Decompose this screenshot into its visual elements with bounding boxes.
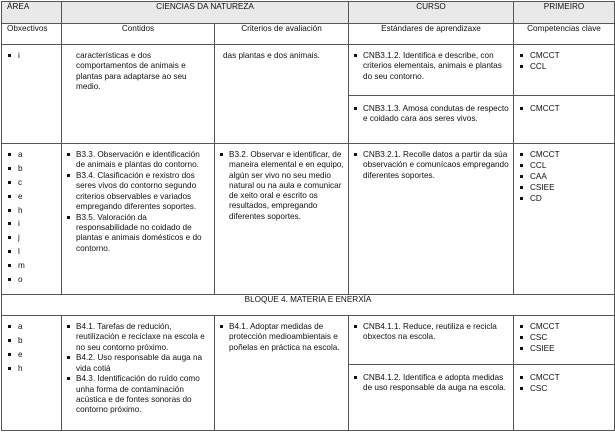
- course-value: PRIMEIRO: [514, 2, 615, 24]
- content-text: características e dos comportamentos de animais e plantas para adaptarse ao seu medio.: [76, 51, 187, 91]
- criteria-item: B3.2. Observar e identificar, de maneira elemental e en equipo, algún ser vivo no seu medio natural ou na aula e comunicar de xeito oral e escrito os resultados, empregando diferentes soportes.: [219, 150, 344, 222]
- header-row: [2, 2, 615, 24]
- list-item: b: [6, 336, 57, 346]
- col-competences: Competencias clave: [514, 24, 615, 45]
- competence-cell: [514, 144, 615, 295]
- block-title-row: [2, 295, 615, 316]
- list-item: i: [6, 219, 57, 229]
- standard-item: CNB4.1.1. Reduce, reutiliza e recicla obxectos na escola.: [353, 322, 509, 343]
- competence-item: CD: [518, 194, 610, 204]
- competence-item: CCL: [518, 62, 610, 72]
- subject-name: CIENCIAS DA NATUREZA: [62, 2, 349, 24]
- contents-cell: [62, 316, 215, 431]
- content-item: B3.4. Clasificación e rexistro dos seres vivos do contorno segundo criterios observables e variados empregando diferentes soportes.: [66, 171, 210, 212]
- col-objectives: Obxectivos: [2, 24, 62, 45]
- col-contents: Contidos: [62, 24, 215, 45]
- objectives-cell: [2, 45, 62, 144]
- competence-cell: [514, 365, 615, 431]
- list-item: b: [6, 164, 57, 174]
- competence-item: CAA: [518, 172, 610, 182]
- list-item: h: [6, 364, 57, 374]
- competence-item: CMCCT: [518, 322, 610, 332]
- list-item: a: [6, 150, 57, 160]
- competence-item: CSC: [518, 384, 610, 394]
- course-label: CURSO: [349, 2, 514, 24]
- list-item: e: [6, 192, 57, 202]
- contents-cell: [62, 45, 215, 144]
- standard-item: CNB3.1.3. Amosa condutas de respecto e coidado cara aos seres vivos.: [353, 104, 509, 125]
- standard-cell: [349, 144, 514, 295]
- list-item: l: [6, 247, 57, 257]
- col-standards: Estándares de aprendizaxe: [349, 24, 514, 45]
- list-item: c: [6, 178, 57, 188]
- competence-item: CSIEE: [518, 344, 610, 354]
- criteria-item: B4.1. Adoptar medidas de protección medioambientais e poñelas en práctica na escola.: [219, 322, 344, 353]
- content-item: B3.5. Valoración da responsabilidade no coidado de plantas e animais domésticos e do contorno.: [66, 213, 210, 254]
- objectives-cell: [2, 144, 62, 295]
- list-item: m: [6, 261, 57, 271]
- content-item: B3.3. Observación e identificación de animais e plantas do contorno.: [66, 150, 210, 171]
- competence-item: CMCCT: [518, 373, 610, 383]
- competence-item: CMCCT: [518, 51, 610, 61]
- col-criteria: Criterios de avaliación: [215, 24, 349, 45]
- list-item: i: [6, 51, 57, 61]
- competence-cell: [514, 316, 615, 365]
- competence-item: CSC: [518, 333, 610, 343]
- contents-cell: [62, 144, 215, 295]
- standard-cell: [349, 45, 514, 96]
- criteria-cell: [215, 45, 349, 144]
- criteria-cell: [215, 316, 349, 431]
- column-header-row: [2, 24, 615, 45]
- competence-item: CMCCT: [518, 150, 610, 160]
- standard-cell: [349, 316, 514, 365]
- criteria-cell: [215, 144, 349, 295]
- area-label: ÁREA: [2, 2, 62, 24]
- list-item: h: [6, 206, 57, 216]
- table-row: [2, 45, 615, 96]
- list-item: o: [6, 275, 57, 285]
- standard-item: CNB3.2.1. Recolle datos a partir da súa observación e comunícaos empregando diferentes soportes.: [353, 150, 509, 181]
- criteria-text: das plantas e dos animais.: [223, 51, 320, 60]
- competence-cell: [514, 45, 615, 96]
- table-row: [2, 144, 615, 295]
- standard-item: CNB3.1.2. Identifica e describe, con criterios elementais, animais e plantas do seu contorno.: [353, 51, 509, 82]
- content-item: B4.2. Uso responsable da auga na vida cotiá: [66, 353, 210, 374]
- competence-cell: [514, 96, 615, 144]
- list-item: a: [6, 322, 57, 332]
- content-item: B4.3. Identificación do ruído como unha forma de contaminación acústica e de fontes sonoras do contorno próximo.: [66, 374, 210, 415]
- block-title: BLOQUE 4. MATERIA E ENERXÍA: [2, 295, 615, 316]
- standard-cell: [349, 96, 514, 144]
- competence-item: CMCCT: [518, 104, 610, 114]
- objectives-cell: [2, 316, 62, 431]
- list-item: j: [6, 233, 57, 243]
- curriculum-table: [1, 1, 615, 431]
- table-row: [2, 316, 615, 365]
- content-item: B4.1. Tarefas de redución, reutilización e reciclaxe na escola e no seu contorno próximo.: [66, 322, 210, 353]
- competence-item: CCL: [518, 161, 610, 171]
- competence-item: CSIEE: [518, 183, 610, 193]
- standard-item: CNB4.1.2. Identifica e adopta medidas de uso responsable da auga na escola.: [353, 373, 509, 394]
- standard-cell: [349, 365, 514, 431]
- list-item: e: [6, 350, 57, 360]
